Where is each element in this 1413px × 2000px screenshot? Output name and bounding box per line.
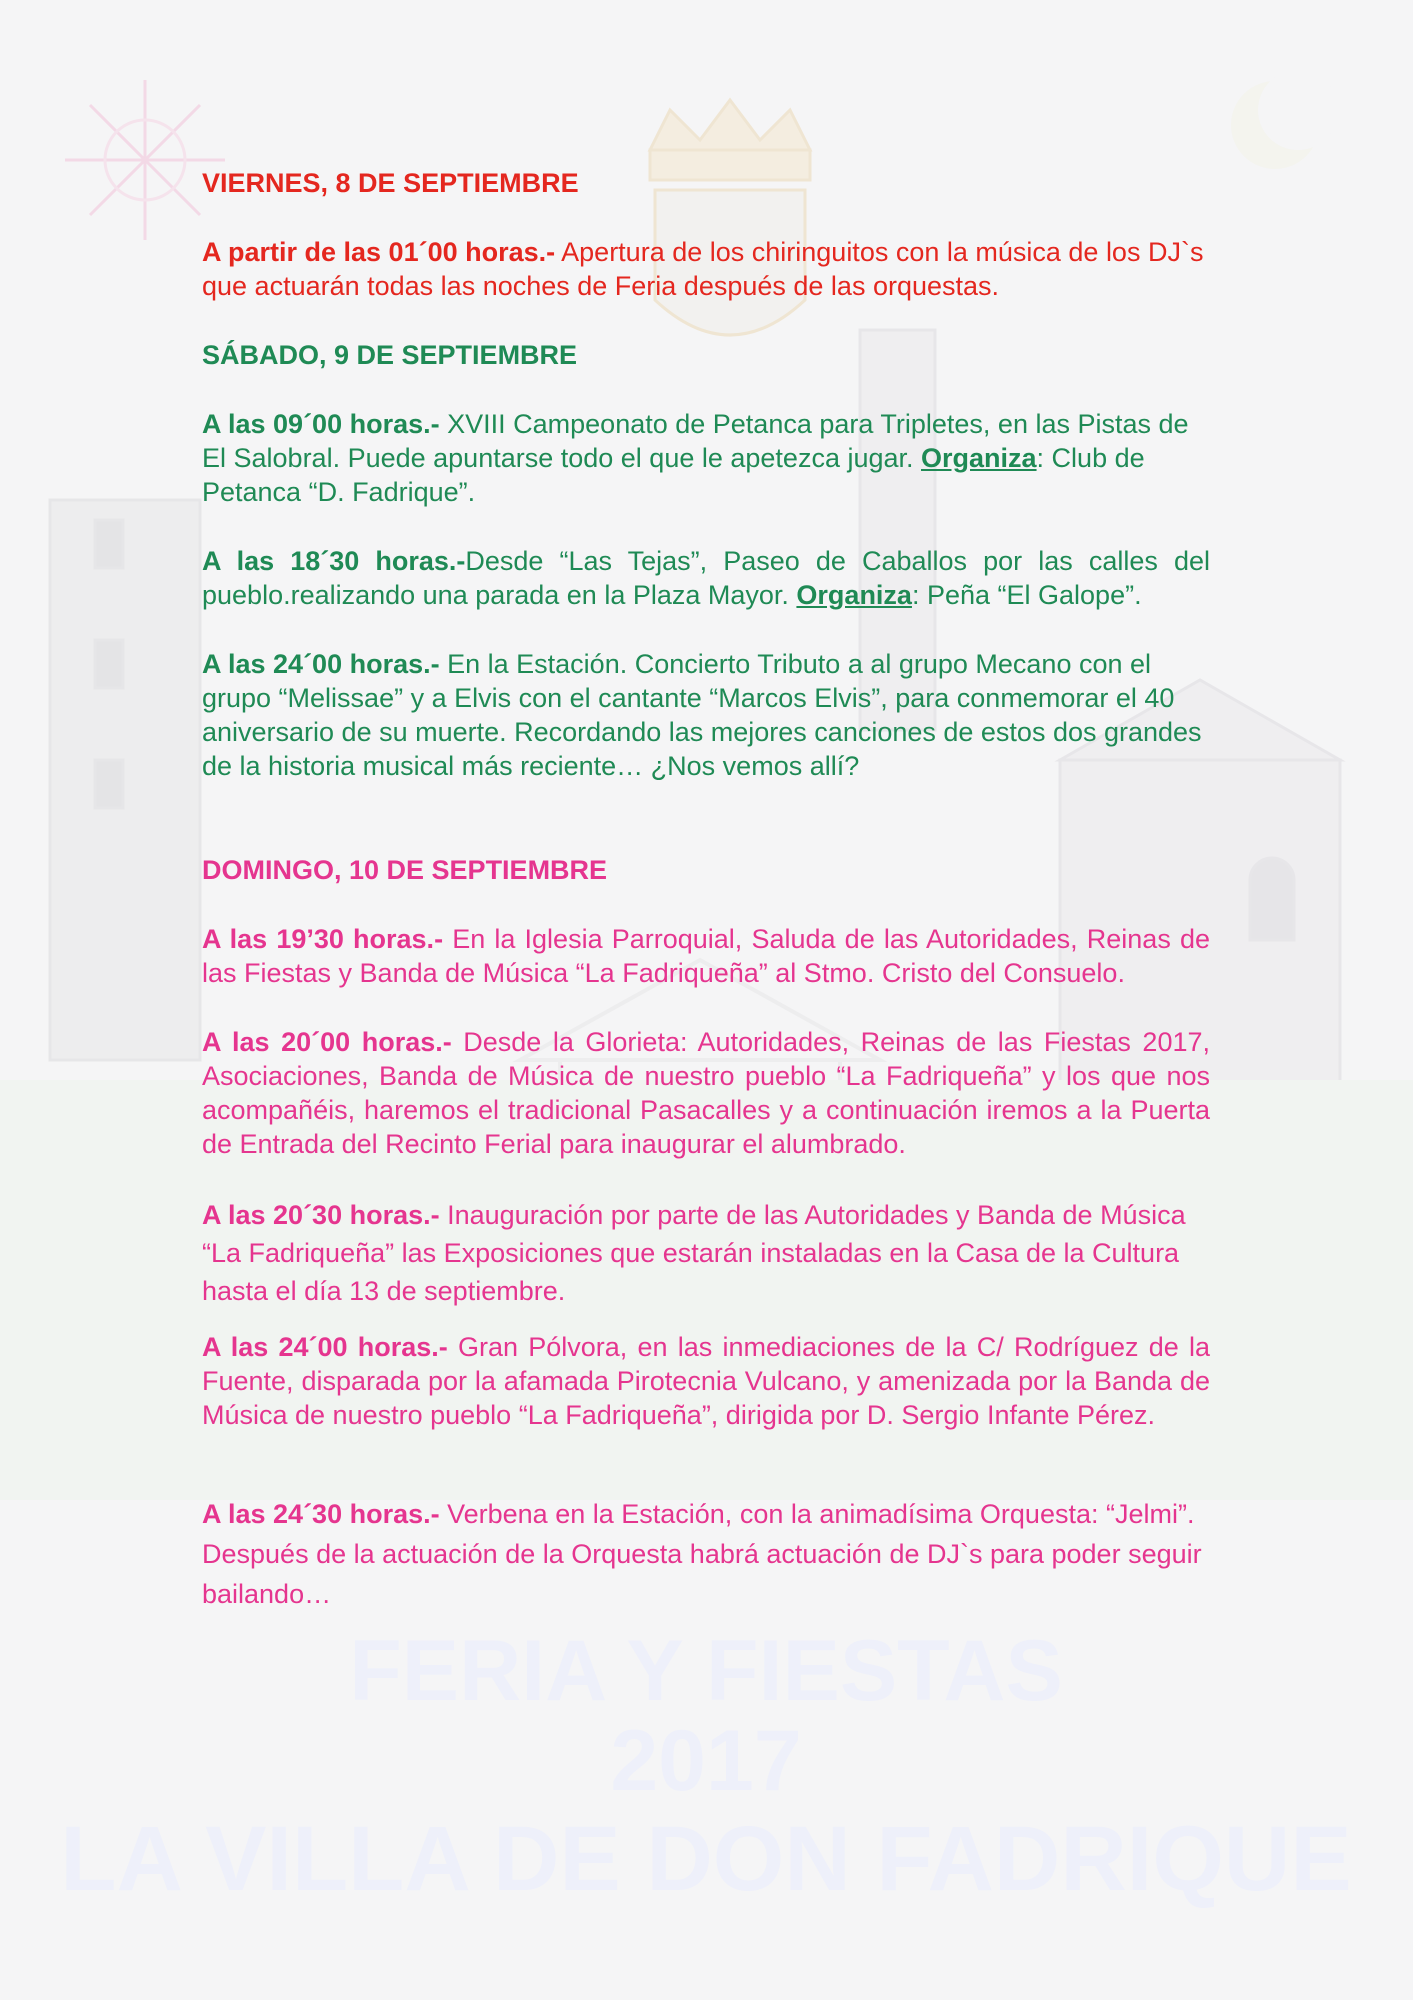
program-entry [202, 235, 1210, 303]
event-time: A las 18´30 horas.- [202, 546, 466, 576]
viernes-heading: VIERNES, 8 DE SEPTIEMBRE [202, 168, 579, 198]
program-entry [202, 1330, 1210, 1432]
firework-icon [65, 80, 225, 240]
program-entry [202, 922, 1210, 990]
program-entry [202, 1494, 1210, 1614]
event-time: A las 24´00 horas.- [202, 649, 440, 679]
event-time: A las 24´00 horas.- [202, 1332, 448, 1362]
organiza-label: Organiza [796, 580, 912, 610]
event-text: Inauguración por parte de las Autoridades y Banda de Música “La Fadriqueña” las Exposiciones que estarán instaladas en la Casa de la Cultura hasta el día 13 de septiembre. [202, 1200, 1186, 1306]
event-text: Desde la Glorieta: Autoridades, Reinas de las Fiestas 2017, Asociaciones, Banda de Música de nuestro pueblo “La Fadriqueña” y los que nos acompañéis, haremos el tradicional Pasacalles y a continuación iremos a la Puerta de Entrada del Recinto Ferial para inaugurar el alumbrado. [202, 1027, 1210, 1159]
program-entry [202, 407, 1210, 509]
event-time: A partir de las 01´00 horas.- [202, 237, 556, 267]
event-time: A las 24´30 horas.- [202, 1499, 440, 1529]
event-time: A las 20´00 horas.- [202, 1027, 452, 1057]
event-text: En la Estación. Concierto Tributo a al grupo Mecano con el grupo “Melissae” y a Elvis con el cantante “Marcos Elvis”, para conmemorar el 40 aniversario de su muerte. Recordando las mejores canciones de estos dos grandes de la historia musical más reciente… ¿Nos vemos allí? [202, 649, 1202, 781]
program-entry [202, 544, 1210, 612]
event-text: Apertura de los chiringuitos con la música de los DJ`s que actuarán todas las noches de Feria después de las orquestas. [202, 237, 1204, 301]
program-entry [202, 1025, 1210, 1161]
organizer-text: : Peña “El Galope”. [911, 580, 1142, 610]
event-time: A las 09´00 horas.- [202, 409, 440, 439]
sabado-heading: SÁBADO, 9 DE SEPTIEMBRE [202, 340, 578, 370]
faded-title [60, 1623, 1351, 1910]
faded-title-line: 2017 [610, 1713, 802, 1809]
faded-title-line: FERIA Y FIESTAS [349, 1623, 1063, 1719]
organizer-text: : Club de Petanca “D. Fadrique”. [202, 443, 1145, 507]
event-text: Desde “Las Tejas”, Paseo de Caballos por las calles del pueblo.realizando una parada en la Plaza Mayor. [202, 546, 1211, 610]
program-content [202, 166, 1210, 1614]
organiza-label: Organiza [921, 443, 1037, 473]
program-entry [202, 1196, 1210, 1310]
event-text: Gran Pólvora, en las inmediaciones de la C/ Rodríguez de la Fuente, disparada por la afamada Pirotecnia Vulcano, y amenizada por la Banda de Música de nuestro pueblo “La Fadriqueña”, dirigida por D. Sergio Infante Pérez. [202, 1332, 1210, 1430]
domingo-heading: DOMINGO, 10 DE SEPTIEMBRE [202, 855, 608, 885]
event-time: A las 20´30 horas.- [202, 1200, 440, 1230]
event-time: A las 19’30 horas.- [202, 924, 444, 954]
event-text: XVIII Campeonato de Petanca para Tripletes, en las Pistas de El Salobral. Puede apuntarse todo el que le apetezca jugar. [202, 409, 1189, 473]
tower-illustration [50, 500, 200, 1060]
faded-title-line: LA VILLA DE DON FADRIQUE [60, 1808, 1352, 1910]
event-text: Verbena en la Estación, con la animadísima Orquesta: “Jelmi”. Después de la actuación de la Orquesta habrá actuación de DJ`s para poder seguir bailando… [202, 1499, 1202, 1609]
event-text: En la Iglesia Parroquial, Saluda de las Autoridades, Reinas de las Fiestas y Banda de Música “La Fadriqueña” al Stmo. Cristo del Consuelo. [202, 924, 1210, 988]
program-entry [202, 647, 1210, 783]
moon-icon [1231, 70, 1338, 169]
